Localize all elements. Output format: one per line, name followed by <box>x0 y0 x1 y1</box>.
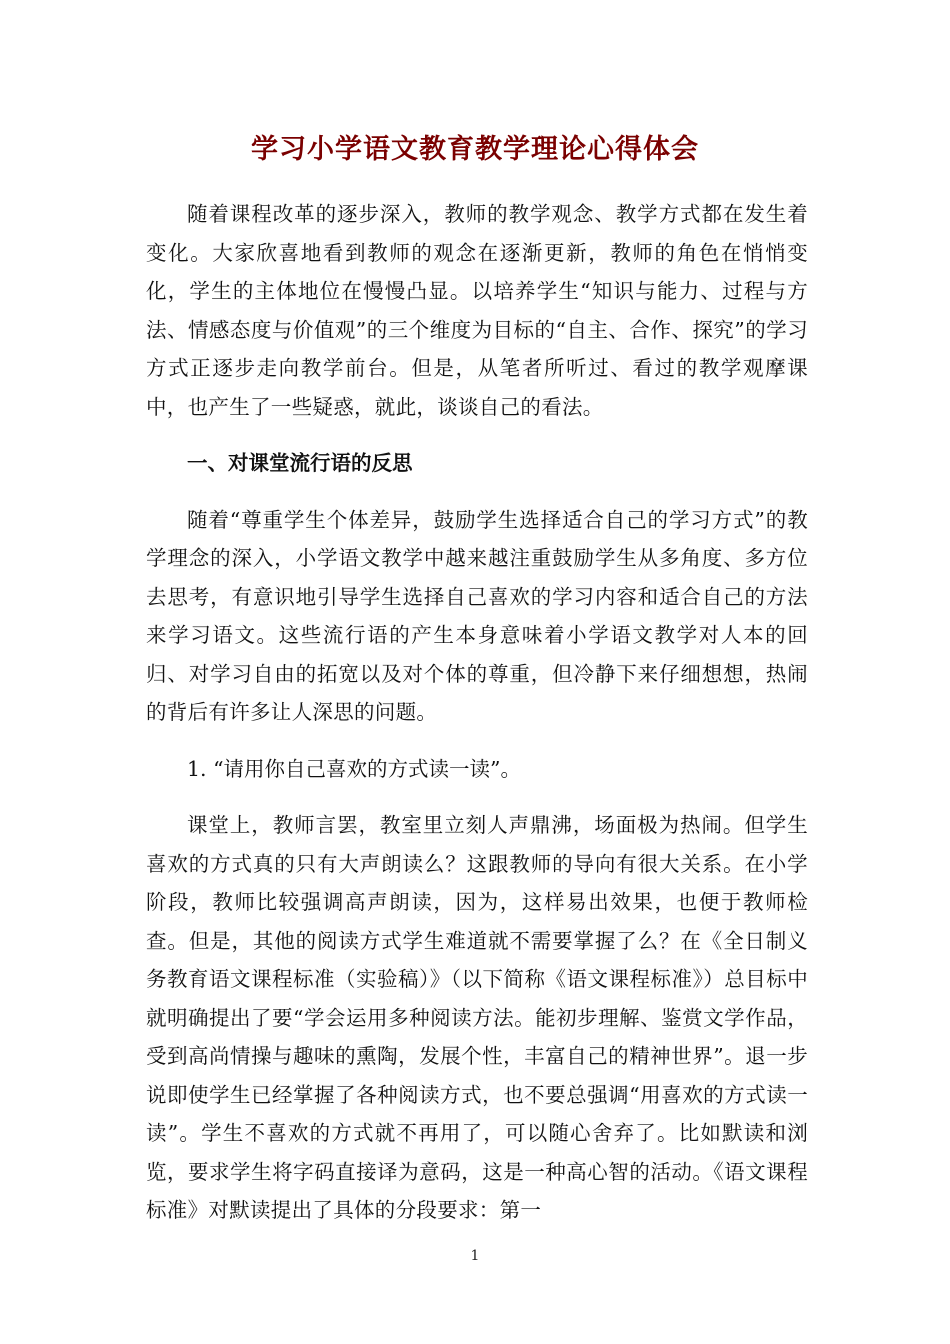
document-title: 学习小学语文教育教学理论心得体会 <box>251 134 699 165</box>
subsection-heading: 1. “请用你自己喜欢的方式读一读”。 <box>187 756 522 781</box>
document-body <box>146 195 808 1248</box>
page-number: 1 <box>470 1248 480 1264</box>
intro-paragraph: 随着课程改革的逐步深入，教师的教学观念、教学方式都在发生着变化。大家欣喜地看到教师的观念在逐渐更新，教师的角色在悄悄变化，学生的主体地位在慢慢凸显。以培养学生“知识与能力、过程与方法、情感态度与价值观”的三个维度为目标的“自主、合作、探究”的学习方式正逐步走向教学前台。但是，从笔者所听过、看过的教学观摩课中，也产生了一些疑惑，就此，谈谈自己的看法。 <box>146 202 808 419</box>
section-heading: 一、对课堂流行语的反思 <box>187 451 413 475</box>
section-paragraph: 随着“尊重学生个体差异，鼓励学生选择适合自己的学习方式”的教学理念的深入，小学语文教学中越来越注重鼓励学生从多角度、多方位去思考，有意识地引导学生选择自己喜欢的学习内容和适合自己的方法来学习语文。这些流行语的产生本身意味着小学语文教学对人本的回归、对学习自由的拓宽以及对个体的尊重，但冷静下来仔细想想，热闹的背后有许多让人深思的问题。 <box>146 507 808 724</box>
subsection-paragraph: 课堂上，教师言罢，教室里立刻人声鼎沸，场面极为热闹。但学生喜欢的方式真的只有大声朗读么？这跟教师的导向有很大关系。在小学阶段，教师比较强调高声朗读，因为，这样易出效果，也便于教师检查。但是，其他的阅读方式学生难道就不需要掌握了么？在《全日制义务教育语文课程标准（实验稿）》（以下简称《语文课程标准》）总目标中就明确提出了要“学会运用多种阅读方法。能初步理解、鉴赏文学作品，受到高尚情操与趣味的熏陶，发展个性，丰富自己的精神世界”。退一步说即使学生已经掌握了各种阅读方式，也不要总强调“用喜欢的方式读一读”。学生不喜欢的方式就不再用了，可以随心舍弃了。比如默读和浏览，要求学生将字码直接译为意码，这是一种高心智的活动。《语文课程标准》对默读提出了具体的分段要求：第一 <box>146 813 808 1222</box>
